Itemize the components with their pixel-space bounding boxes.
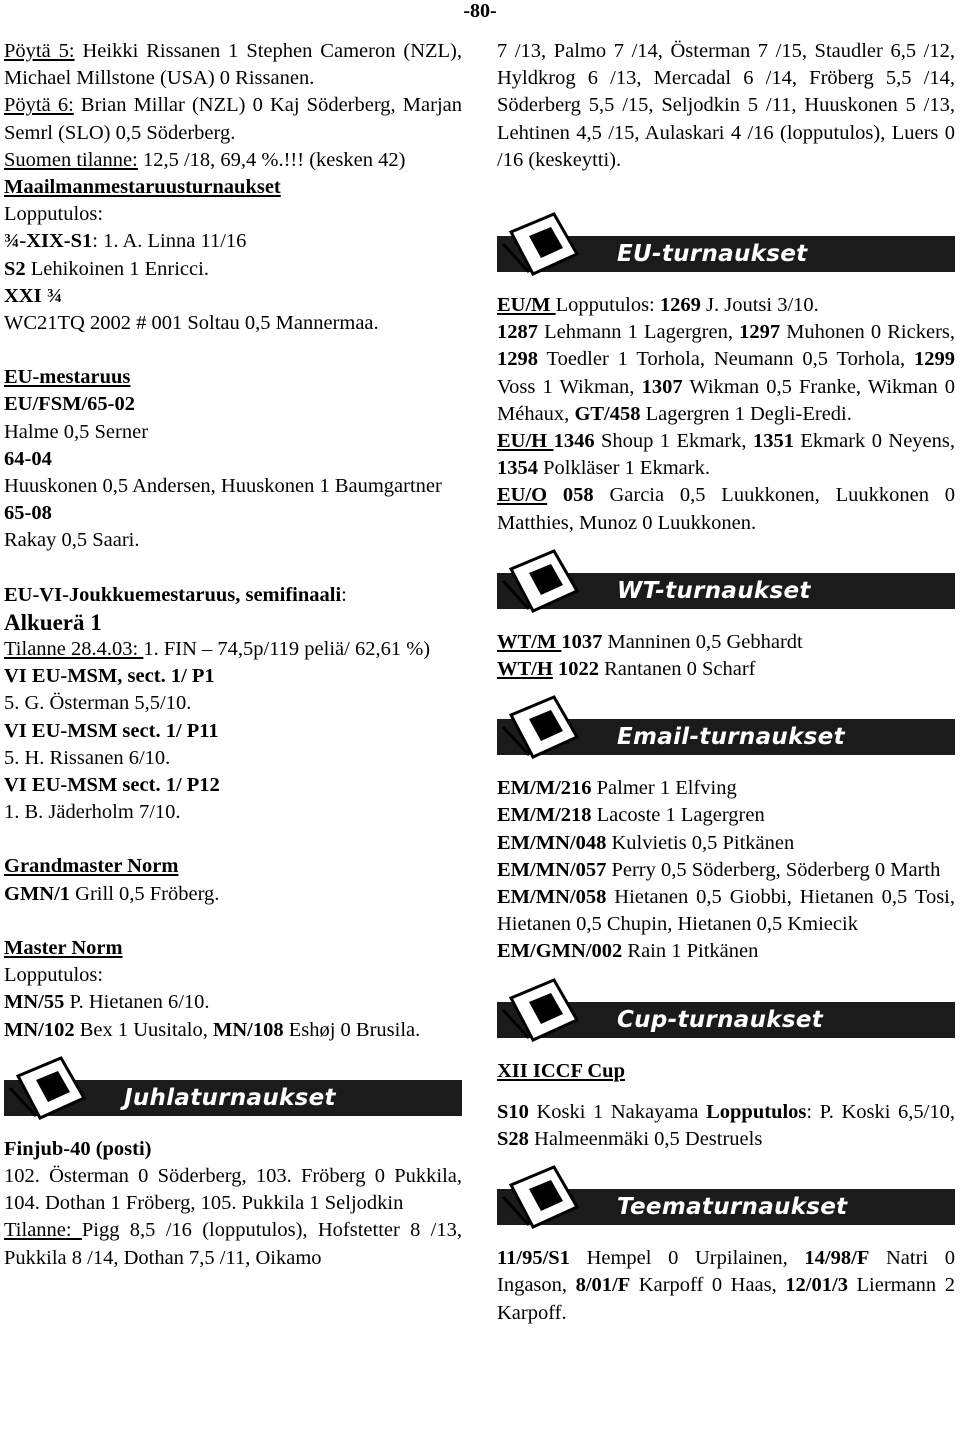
- wtm-code: 1037: [561, 630, 603, 653]
- banner-label: Email-turnaukset: [617, 724, 845, 751]
- teema-banner: [497, 1163, 955, 1233]
- gm-heading-text: Grandmaster Norm: [4, 855, 179, 878]
- paper-note-icon: [499, 210, 589, 280]
- euh-code: 1354: [497, 457, 538, 480]
- banner-label: Juhlaturnaukset: [124, 1084, 336, 1111]
- euh-paragraph: [497, 428, 955, 482]
- eu-banner: [497, 210, 955, 280]
- teema-code: 11/95/S1: [497, 1247, 570, 1270]
- poyta6-text: Brian Millar (NZL) 0 Kaj Söderberg, Marjan Semrl (SLO) 0,5 Söderberg.: [4, 94, 462, 144]
- eu-6508-code: [4, 500, 462, 527]
- finjub-tilanne-label: Tilanne:: [4, 1219, 82, 1242]
- finjub-tilanne-text: Pigg 8,5 /16 (lopputulos), Hofstetter 8 /13, Pukkila 8 /14, Dothan 7,5 /11, Oikamo: [4, 1219, 462, 1269]
- p11-heading-text: VI EU-MSM sect. 1/ P11: [4, 719, 219, 742]
- wtm-label: WT/M: [497, 630, 562, 653]
- paper-note-icon: [6, 1054, 96, 1124]
- mn108-code: MN/108: [212, 1018, 284, 1041]
- euh-label: EU/H: [497, 430, 554, 453]
- wt-banner: [497, 547, 955, 617]
- mm-line-2-code: S2: [4, 257, 26, 280]
- mn108-text: Eshøj 0 Brusila.: [283, 1018, 421, 1041]
- p1-heading: [4, 663, 462, 690]
- euo-paragraph: [497, 482, 955, 536]
- mm-line-3-code: XXI ¾: [4, 284, 63, 307]
- spacer: [4, 908, 462, 935]
- euh-code: 1346: [553, 430, 595, 453]
- cup-text: : P. Koski 6,5/10,: [806, 1100, 956, 1123]
- wth-text: Rantanen 0 Scharf: [598, 658, 756, 681]
- paper-note-icon: [499, 1163, 589, 1233]
- em-code: EM/GMN/002: [497, 940, 623, 963]
- left-column: [4, 38, 462, 1272]
- em-line-3: [497, 830, 955, 857]
- eum-code: 1299: [914, 348, 955, 371]
- vi-heading-colon: :: [341, 583, 347, 606]
- mn102-result: [4, 1017, 462, 1044]
- eum-code: 1307: [641, 375, 683, 398]
- mm-line-2: [4, 256, 462, 283]
- banner-label: WT-turnaukset: [617, 577, 811, 604]
- banner-label: Teematurnaukset: [617, 1194, 848, 1221]
- mm-line-1-code: ¾-XIX-S1: [4, 230, 93, 253]
- cup-results: [497, 1099, 955, 1153]
- alkuera-heading: [4, 609, 462, 636]
- right-column: [497, 38, 955, 1327]
- gm-heading: [4, 853, 462, 880]
- em-code: EM/MN/057: [497, 858, 607, 881]
- euo-text: Garcia 0,5 Luukkonen, Luukkonen 0 Matthies, Munoz 0 Luukkonen.: [497, 484, 955, 534]
- vi-tilanne-label: Tilanne 28.4.03:: [4, 638, 144, 661]
- cup-banner: [497, 976, 955, 1046]
- banner-label: Cup-turnaukset: [617, 1006, 824, 1033]
- teema-code: 12/01/3: [785, 1274, 848, 1297]
- mn55-text: P. Hietanen 6/10.: [64, 991, 210, 1014]
- p12-heading: [4, 772, 462, 799]
- banner-label: EU-turnaukset: [617, 241, 808, 268]
- teema-text: Karpoff 0 Haas,: [630, 1274, 786, 1297]
- em-line-2: [497, 802, 955, 829]
- teema-text: Natri 0 Ingason,: [497, 1247, 955, 1297]
- poyta6-paragraph: [4, 92, 462, 146]
- page-number: -80-: [463, 0, 497, 22]
- wtm-text: Manninen 0,5 Gebhardt: [602, 630, 803, 653]
- eum-text: Voss 1 Wikman,: [497, 375, 642, 398]
- eum-text: Wikman 0,5 Franke, Wikman 0 Méhaux,: [497, 375, 955, 425]
- eu-fsm-code-text: EU/FSM/65-02: [4, 393, 135, 416]
- p11-heading: [4, 718, 462, 745]
- teema-results: [497, 1245, 955, 1327]
- poyta5-paragraph: [4, 38, 462, 92]
- finjub-continued: 7 /13, Palmo 7 /14, Österman 7 /15, Staudler 6,5 /12, Hyldkrog 6 /13, Mercadal 6 /14, Fröberg 5,5 /14, Söderberg 5,5 /15, Seljodkin 5 /11, Huuskonen 5 /13, Lehtinen 4,5 /15, Aulaskari 4 /16 (lopputulos), Luers 0 /16 (keskeytti).: [497, 40, 955, 171]
- cup-heading: [497, 1058, 955, 1085]
- eum-code: 1298: [497, 348, 538, 371]
- em-text: Rain 1 Pitkänen: [622, 940, 759, 963]
- mn-heading: [4, 935, 462, 962]
- em-code: EM/M/218: [497, 804, 592, 827]
- suomen-text: 12,5 /18, 69,4 %.!!! (kesken 42): [137, 148, 406, 171]
- cup-text: Halmeenmäki 0,5 Destruels: [528, 1128, 763, 1151]
- em-text: Kulvietis 0,5 Pitkänen: [606, 831, 795, 854]
- cup-code: S10: [497, 1100, 529, 1123]
- cup-text: Koski 1 Nakayama: [528, 1100, 707, 1123]
- eum-text: Lagergren 1 Degli-Eredi.: [640, 402, 852, 425]
- em-code: EM/MN/048: [497, 831, 607, 854]
- mn-lopputulos: Lopputulos:: [4, 964, 104, 987]
- eu-mestaruus-heading-text: EU-mestaruus: [4, 366, 131, 389]
- poyta6-label: Pöytä 6:: [4, 94, 74, 117]
- gm-code: GMN/1: [4, 882, 71, 905]
- mm-heading: [4, 174, 462, 201]
- juhla-banner: [4, 1054, 462, 1124]
- eum-code: 1269: [659, 294, 701, 317]
- eum-paragraph: [497, 292, 955, 428]
- alkuera-text: Alkuerä 1: [4, 609, 102, 635]
- teema-text: Hempel 0 Urpilainen,: [569, 1247, 805, 1270]
- eum-code: 1297: [739, 321, 781, 344]
- p1-heading-text: VI EU-MSM, sect. 1/ P1: [4, 665, 215, 688]
- em-code: EM/MN/058: [497, 886, 607, 909]
- suomen-tilanne: [4, 147, 462, 174]
- suomen-label: Suomen tilanne:: [4, 148, 138, 171]
- finjub-heading: [4, 1136, 462, 1163]
- paper-note-icon: [499, 547, 589, 617]
- wth-paragraph: [497, 656, 955, 683]
- eum-text: Muhonen 0 Rickers,: [780, 321, 955, 344]
- eum-text: Lopputulos:: [555, 294, 660, 317]
- em-text: Perry 0,5 Söderberg, Söderberg 0 Marth: [606, 858, 941, 881]
- vi-tilanne: [4, 636, 462, 663]
- euh-text: Ekmark 0 Neyens,: [793, 430, 956, 453]
- mm-line-3: [4, 283, 462, 310]
- mm-line-1-text: : 1. A. Linna 11/16: [92, 230, 247, 253]
- vi-tilanne-text: 1. FIN – 74,5p/119 peliä/ 62,61 %): [143, 638, 431, 661]
- eum-label: EU/M: [497, 294, 556, 317]
- finjub-results: 102. Österman 0 Söderberg, 103. Fröberg 0 Pukkila, 104. Dothan 1 Fröberg, 105. Pukkila 1 Seljodkin: [4, 1164, 462, 1215]
- wth-label: WT/H: [497, 658, 553, 681]
- spacer: [4, 826, 462, 853]
- eu-6404-code-text: 64-04: [4, 447, 52, 470]
- em-text: Lacoste 1 Lagergren: [591, 804, 765, 827]
- eum-text: Toedler 1 Torhola, Neumann 0,5 Torhola,: [538, 348, 914, 371]
- paper-note-icon: [499, 693, 589, 763]
- em-code: EM/M/216: [497, 777, 592, 800]
- p12-result: 1. B. Jäderholm 7/10.: [4, 801, 181, 824]
- euh-code: 1351: [752, 430, 794, 453]
- eum-text: J. Joutsi 3/10.: [700, 294, 819, 317]
- teema-code: 8/01/F: [575, 1274, 631, 1297]
- email-banner: [497, 693, 955, 763]
- mm-line-2-text: Lehikoinen 1 Enricci.: [25, 257, 209, 280]
- finjub-heading-text: Finjub-40 (posti): [4, 1137, 152, 1160]
- em-line-4: [497, 857, 955, 884]
- mn55-code: MN/55: [4, 991, 65, 1014]
- eu-6508-result: Rakay 0,5 Saari.: [4, 529, 140, 552]
- p12-heading-text: VI EU-MSM sect. 1/ P12: [4, 774, 220, 797]
- euo-label: EU/O: [497, 484, 548, 507]
- eu-6404-result: Huuskonen 0,5 Andersen, Huuskonen 1 Baumgartner: [4, 475, 442, 498]
- mn102-text: Bex 1 Uusitalo,: [74, 1018, 213, 1041]
- vi-heading-text: EU-VI-Joukkuemestaruus, semifinaali: [4, 583, 342, 606]
- poyta5-label: Pöytä 5:: [4, 40, 75, 62]
- mm-heading-text: Maailmanmestaruusturnaukset: [4, 176, 281, 199]
- poyta5-text: Heikki Rissanen 1 Stephen Cameron (NZL), Michael Millstone (USA) 0 Rissanen.: [4, 40, 462, 90]
- em-text: Hietanen 0,5 Giobbi, Hietanen 0,5 Tosi, Hietanen 0,5 Chupin, Hietanen 0,5 Kmiecik: [497, 886, 955, 936]
- em-line-1: [497, 775, 955, 802]
- eu-fsm-result: Halme 0,5 Serner: [4, 420, 149, 443]
- mn55-result: [4, 989, 462, 1016]
- mm-line-1: [4, 228, 462, 255]
- mn102-code: MN/102: [4, 1018, 75, 1041]
- wtm-paragraph: [497, 629, 955, 656]
- eu-fsm-code: [4, 391, 462, 418]
- gm-text: Grill 0,5 Fröberg.: [70, 882, 220, 905]
- eu-mestaruus-heading: [4, 364, 462, 391]
- em-line-5: [497, 884, 955, 938]
- cup-lopputulos: Lopputulos: [706, 1100, 807, 1123]
- vi-heading: [4, 582, 462, 609]
- eum-code: GT/458: [574, 402, 641, 425]
- eu-6404-code: [4, 446, 462, 473]
- p11-result: 5. H. Rissanen 6/10.: [4, 746, 171, 769]
- euo-code: 058: [547, 484, 594, 507]
- wth-code: 1022: [552, 658, 599, 681]
- spacer: [497, 1085, 955, 1099]
- em-text: Palmer 1 Elfving: [591, 777, 737, 800]
- paper-note-icon: [499, 976, 589, 1046]
- eum-code: 1287: [497, 321, 538, 344]
- p1-result: 5. G. Österman 5,5/10.: [4, 692, 192, 715]
- gm-result: [4, 881, 462, 908]
- euh-text: Polkläser 1 Ekmark.: [538, 457, 710, 480]
- euh-text: Shoup 1 Ekmark,: [594, 430, 753, 453]
- eu-6508-code-text: 65-08: [4, 502, 52, 525]
- teema-code: 14/98/F: [804, 1247, 870, 1270]
- spacer: [4, 555, 462, 582]
- mn-heading-text: Master Norm: [4, 936, 123, 959]
- eum-text: Lehmann 1 Lagergren,: [538, 321, 740, 344]
- cup-code: S28: [497, 1128, 529, 1151]
- teema-text: Liermann 2 Karpoff.: [497, 1274, 955, 1324]
- mm-lopputulos: Lopputulos:: [4, 203, 104, 226]
- finjub-tilanne: [4, 1217, 462, 1271]
- em-line-6: [497, 938, 955, 965]
- mm-line-4: WC21TQ 2002 # 001 Soltau 0,5 Mannermaa.: [4, 312, 379, 335]
- cup-heading-text: XII ICCF Cup: [497, 1059, 625, 1082]
- spacer: [4, 337, 462, 364]
